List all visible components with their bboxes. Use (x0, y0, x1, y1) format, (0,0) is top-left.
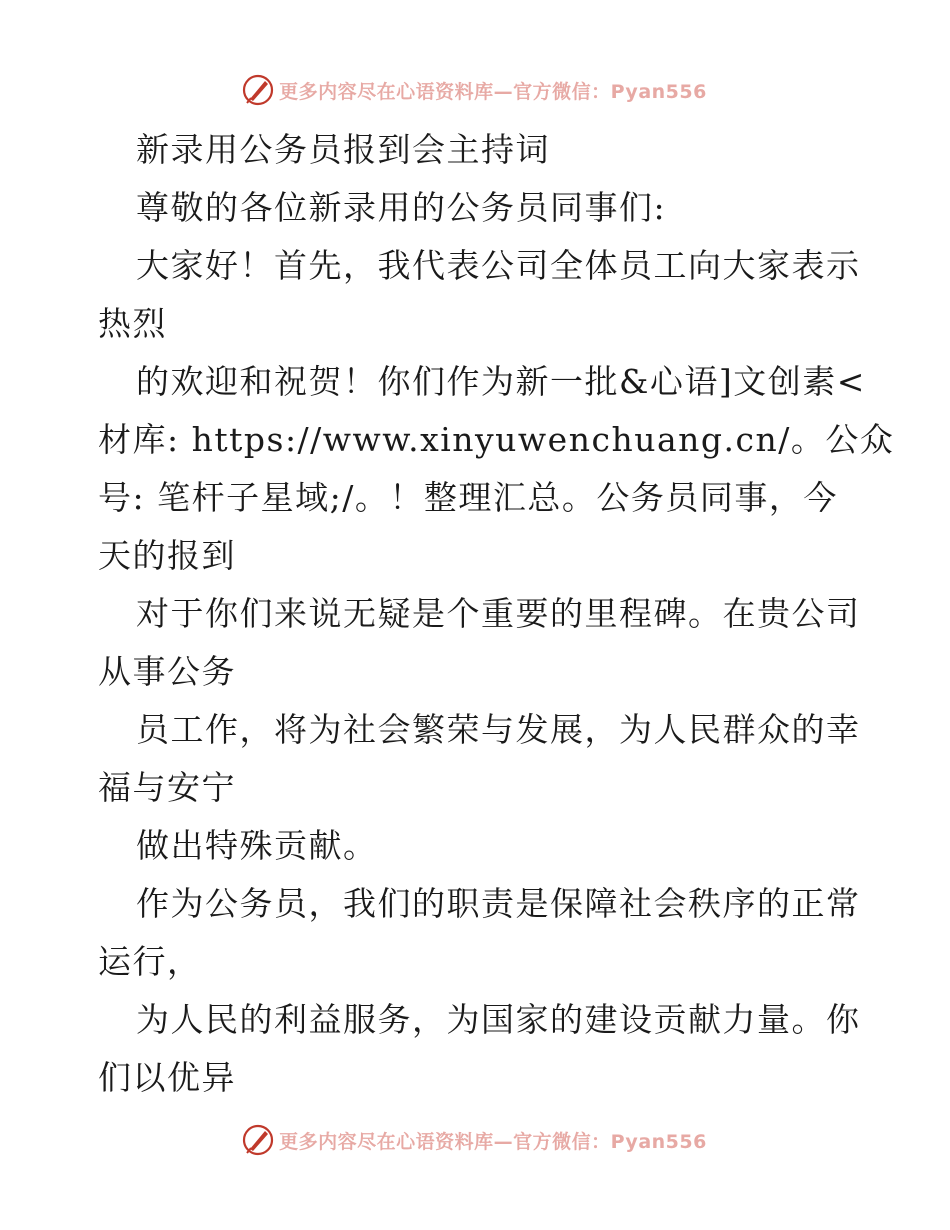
paragraph-line: 热烈 (98, 304, 167, 343)
paragraph-line: 福与安宁 (98, 768, 236, 807)
paragraph-line: 员工作，将为社会繁荣与发展，为人民群众的幸 (136, 710, 861, 749)
paragraph-line: 们以优异 (98, 1058, 236, 1097)
paragraph-line: 材库: https://www.xinyuwenchuang.cn/。公众 (98, 420, 895, 459)
document-body (98, 121, 895, 1107)
paragraph-line: 做出特殊贡献。 (136, 826, 378, 865)
paragraph-line: 作为公务员，我们的职责是保障社会秩序的正常 (136, 884, 861, 923)
header-banner-text: 更多内容尽在心语资料库—官方微信：Pyan556 (279, 80, 707, 103)
footer-banner-text: 更多内容尽在心语资料库—官方微信：Pyan556 (279, 1130, 707, 1153)
paragraph-line: 从事公务 (98, 652, 236, 691)
salutation: 尊敬的各位新录用的公务员同事们: (136, 188, 667, 227)
paragraph-line: 为人民的利益服务，为国家的建设贡献力量。你 (136, 1000, 861, 1039)
paragraph-line: 天的报到 (98, 536, 236, 575)
header-banner (0, 70, 950, 110)
footer-banner (0, 1120, 950, 1160)
document-title: 新录用公务员报到会主持词 (136, 130, 550, 169)
paragraph-line: 对于你们来说无疑是个重要的里程碑。在贵公司 (136, 594, 861, 633)
paragraph-line: 的欢迎和祝贺！你们作为新一批&心语]文创素< (136, 362, 866, 401)
paragraph-line: 号: 笔杆子星域;/。！整理汇总。公务员同事，今 (98, 478, 838, 517)
paragraph-line: 运行， (98, 942, 202, 981)
quill-logo-icon (241, 1123, 275, 1157)
quill-logo-icon (241, 73, 275, 107)
paragraph-line: 大家好！首先，我代表公司全体员工向大家表示 (136, 246, 861, 285)
